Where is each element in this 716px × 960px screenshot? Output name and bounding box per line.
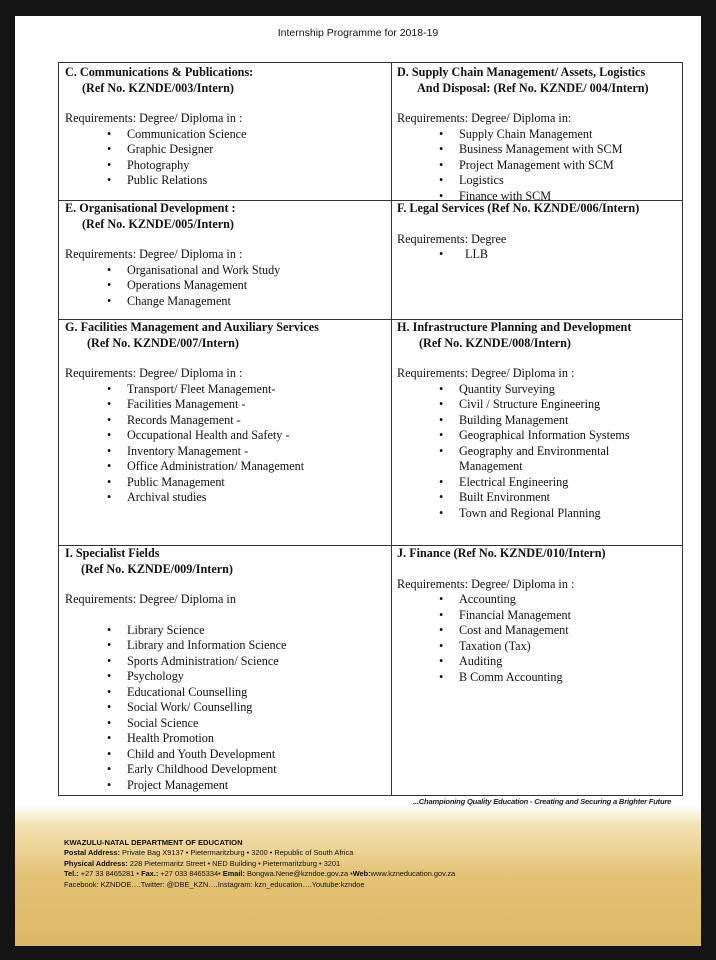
section-g-ref: (Ref No. KZNDE/007/Intern) (87, 335, 239, 350)
section-e-requirements: Requirements: Degree/ Diploma in : (65, 247, 243, 261)
list-item: • Auditing (397, 654, 682, 670)
social-media: Facebook: KZNDOE….Twitter: @DBE_KZN….Instagram: kzn_education….Youtube:kzndoe (64, 879, 365, 889)
section-e (65, 201, 387, 309)
physical-value: 228 Pietermaritz Street • NED Building • Pietermaritzburg • 3201 (127, 858, 341, 868)
list-item: • Building Management (397, 413, 682, 429)
list-item: • Communication Science (65, 127, 387, 143)
list-item: • Civil / Structure Engineering (397, 397, 682, 413)
section-h-list (397, 382, 682, 522)
list-item: • Electrical Engineering (397, 475, 682, 491)
section-c-title: C. Communications & Publications: (65, 65, 254, 79)
section-c (65, 65, 387, 189)
section-f-list (397, 247, 682, 263)
list-item: • Geographical Information Systems (397, 428, 682, 444)
section-j-requirements: Requirements: Degree/ Diploma in : (397, 576, 575, 591)
section-g-requirements: Requirements: Degree/ Diploma in : (65, 366, 243, 380)
list-item: • Supply Chain Management (397, 127, 682, 143)
section-i-ref: (Ref No. KZNDE/009/Intern) (81, 561, 233, 576)
list-item: • Graphic Designer (65, 142, 387, 158)
section-c-ref: (Ref No. KZNDE/003/Intern) (82, 80, 234, 95)
list-item: • Transport/ Fleet Management- (65, 382, 387, 398)
list-item: • Business Management with SCM (397, 142, 682, 158)
postal-label: Postal Address: (64, 848, 120, 858)
list-item: • Early Childhood Development (65, 762, 387, 778)
list-item: • Built Environment (397, 490, 682, 506)
list-item: • Social Work/ Counselling (65, 700, 387, 716)
section-d-list (397, 127, 682, 205)
list-item: • Psychology (65, 669, 387, 685)
section-f-title: F. Legal Services (Ref No. KZNDE/006/Intern) (397, 201, 640, 215)
list-item: • Cost and Management (397, 623, 682, 639)
email-value: Bongwa.Nene@kzndoe.gov.za • (244, 869, 353, 879)
list-item: • Accounting (397, 592, 682, 608)
list-item: • Financial Management (397, 608, 682, 624)
list-item: • Health Promotion (65, 731, 387, 747)
list-item: • Project Management (65, 778, 387, 794)
physical-address (64, 859, 455, 869)
tagline: ...Championing Quality Education - Creating and Securing a Brighter Future (413, 797, 672, 806)
list-item: • Town and Regional Planning (397, 506, 682, 522)
section-f-requirements: Requirements: Degree (397, 231, 507, 246)
section-g-title: G. Facilities Management and Auxiliary Services (65, 320, 319, 334)
section-d-requirements: Requirements: Degree/ Diploma in: (397, 111, 572, 125)
section-j (397, 546, 682, 685)
section-c-list (65, 127, 387, 189)
physical-label: Physical Address: (64, 858, 128, 868)
tel-value: +27 33 8465281 • (78, 869, 139, 879)
section-i-requirements: Requirements: Degree/ Diploma in (65, 592, 236, 606)
section-j-title: J. Finance (Ref No. KZNDE/010/Intern) (397, 546, 606, 560)
section-e-list (65, 263, 387, 310)
list-item: • Organisational and Work Study (65, 263, 387, 279)
section-e-title: E. Organisational Development : (65, 201, 236, 215)
web-label: Web: (352, 869, 371, 879)
fax-label: Fax.: (141, 869, 159, 879)
list-item: • Taxation (Tax) (397, 639, 682, 655)
letterhead-footer (64, 838, 455, 890)
list-item: • Child and Youth Development (65, 747, 387, 763)
list-item: • Office Administration/ Management (65, 459, 387, 475)
list-item: • Educational Counselling (65, 685, 387, 701)
list-item: • Quantity Surveying (397, 382, 682, 398)
postal-value: Private Bag X9137 • Pietermaritzburg • 3200 • Republic of South Africa (120, 848, 354, 858)
list-item: • Change Management (65, 294, 387, 310)
list-item: • Operations Management (65, 278, 387, 294)
document-page (15, 16, 701, 946)
programme-table (58, 62, 683, 796)
list-item: • Library and Information Science (65, 638, 387, 654)
section-e-ref: (Ref No. KZNDE/005/Intern) (82, 216, 234, 231)
list-item: • Photography (65, 158, 387, 174)
section-j-list (397, 592, 682, 685)
contact-line (64, 869, 455, 879)
list-item: • Project Management with SCM (397, 158, 682, 174)
list-item: • Social Science (65, 716, 387, 732)
list-item: • Geography and Environmental Management (397, 444, 619, 475)
section-f (397, 201, 682, 263)
fax-value: +27 033 8465334• (158, 869, 221, 879)
list-item: • Facilities Management - (65, 397, 387, 413)
department-name: KWAZULU-NATAL DEPARTMENT OF EDUCATION (64, 838, 243, 847)
section-h-title: H. Infrastructure Planning and Development (397, 320, 632, 334)
list-item: • Occupational Health and Safety - (65, 428, 387, 444)
postal-address (64, 848, 455, 858)
section-d (397, 65, 682, 204)
section-c-requirements: Requirements: Degree/ Diploma in : (65, 111, 243, 125)
section-h-requirements: Requirements: Degree/ Diploma in : (397, 366, 575, 380)
section-d-title: D. Supply Chain Management/ Assets, Logistics (397, 65, 646, 79)
list-item: • Inventory Management - (65, 444, 387, 460)
list-item: • Records Management - (65, 413, 387, 429)
web-value: www.kzneducation.gov.za (370, 869, 456, 879)
list-item: • Finance with SCM (397, 189, 682, 205)
page-header: Internship Programme for 2018-19 (277, 27, 439, 39)
list-item: • Sports Administration/ Science (65, 654, 387, 670)
section-i (65, 546, 387, 793)
section-d-ref: And Disposal: (Ref No. KZNDE/ 004/Intern) (417, 80, 649, 95)
section-i-title: I. Specialist Fields (65, 546, 160, 560)
list-item: • Library Science (65, 623, 387, 639)
list-item: • Public Relations (65, 173, 387, 189)
tel-label: Tel.: (64, 869, 79, 879)
list-item: • Logistics (397, 173, 682, 189)
section-h-ref: (Ref No. KZNDE/008/Intern) (419, 335, 571, 350)
section-i-list (65, 623, 387, 794)
list-item: • Archival studies (65, 490, 387, 506)
list-item: • LLB (397, 247, 682, 263)
list-item: • Public Management (65, 475, 387, 491)
section-h (397, 320, 682, 521)
list-item: • B Comm Accounting (397, 670, 682, 686)
section-g (65, 320, 387, 506)
section-g-list (65, 382, 387, 506)
column-divider (391, 63, 392, 795)
email-label: Email: (222, 869, 245, 879)
